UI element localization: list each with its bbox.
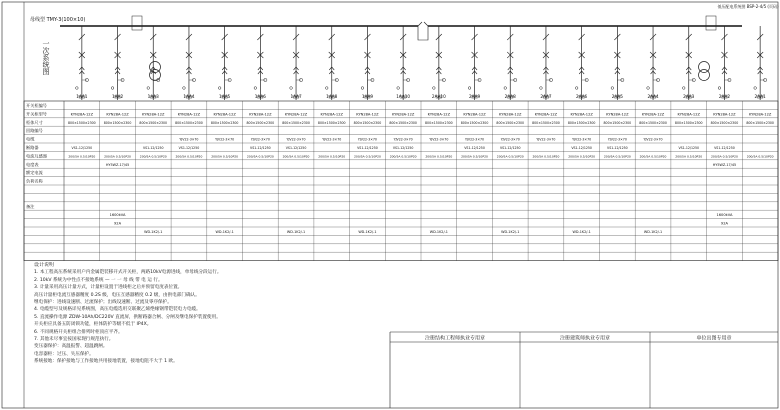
ct-spec: 200/5A 0.5/10P20 bbox=[711, 154, 738, 159]
cabinet-id-label: 2AA6 bbox=[576, 94, 588, 99]
cabinet-id-label: 1AA2 bbox=[111, 94, 124, 99]
note-line: 高压计量柜电流互感器精度 0.2S 级，电压互感器精度 0.2 级，由供电部门确认。 bbox=[34, 292, 200, 298]
cabinet-id-label: 1AA6 bbox=[254, 94, 266, 99]
cable-spec: YJV22-3×70 bbox=[429, 137, 449, 142]
cable-spec: YJV22-3×70 bbox=[643, 137, 663, 142]
ct-spec: 200/5A 0.5/10P20 bbox=[675, 154, 703, 159]
cabinet-id-label: 1AA10 bbox=[396, 94, 411, 99]
ct-spec: 200/5A 0.5/10P20 bbox=[496, 154, 524, 159]
cabinet-size: 800×1500×2300 bbox=[710, 120, 739, 125]
cable-spec: YJV22-3×70 bbox=[500, 137, 520, 142]
ct-spec: 200/5A 0.5/10P20 bbox=[425, 154, 453, 159]
breaker-spec: VS1-12/1250 bbox=[714, 146, 735, 150]
cabinet-model: KYN28A-12Z bbox=[606, 112, 629, 117]
stamp-cell-unit: 单位出图专用章 bbox=[696, 335, 732, 342]
row-header: 电度表 bbox=[26, 161, 39, 167]
cabinet-model: KYN28A-12Z bbox=[677, 112, 700, 117]
cabinet-model: KYN28A-12Z bbox=[499, 112, 522, 117]
notes-heading: 设计说明 bbox=[34, 262, 55, 268]
feeder-1AA4 bbox=[183, 26, 196, 100]
cabinet-model: KYN28A-12Z bbox=[391, 112, 415, 117]
note-line: 变压器保护：高温报警、超温跳闸。 bbox=[34, 344, 108, 350]
note-line: 5. 直流操作电源 ZDW-10Ah/DC220V 直流屏，供断路器合闸、分闸及继电保护装置使用。 bbox=[34, 314, 221, 320]
cabinet-id-label: 1AA8 bbox=[326, 94, 338, 99]
load-label: WD-1K2/-1 bbox=[144, 230, 163, 234]
cabinet-size: 800×1500×2300 bbox=[175, 120, 203, 125]
cabinet-id-label: 1AA1 bbox=[76, 94, 88, 99]
stamp-cell-architect: 注册建筑师执业专用章 bbox=[559, 335, 611, 342]
breaker-spec: VS1-12/1250 bbox=[392, 146, 414, 150]
load-label: WD-1K2/-1 bbox=[501, 230, 520, 234]
breaker-spec: VS1-12/1250 bbox=[71, 146, 93, 150]
transformer-symbol-right bbox=[699, 62, 710, 81]
row-header: 电流互感器 bbox=[26, 153, 47, 159]
cable-spec: YJV22-3×70 bbox=[572, 137, 592, 142]
feeder-1AA2 bbox=[111, 26, 124, 100]
load-label: WD-1K2/-1 bbox=[358, 230, 377, 234]
transformer-symbol-left bbox=[150, 62, 161, 81]
ct-spec: 200/5A 0.5/10P20 bbox=[211, 154, 239, 159]
breaker-spec: VS1-12/1250 bbox=[464, 146, 485, 150]
cabinet-id-label: 2AA9 bbox=[468, 94, 481, 99]
feeder-1AA1 bbox=[76, 26, 89, 100]
row-header: 开关柜型号 bbox=[26, 111, 47, 117]
cabinet-size: 800×1500×2300 bbox=[210, 120, 239, 125]
cabinet-model: KYN28A-12Z bbox=[106, 112, 129, 117]
breaker-spec: VS1-12/1250 bbox=[607, 146, 628, 150]
feeder-2AA1 bbox=[754, 26, 767, 100]
ct-spec: 200/5A 0.5/10P20 bbox=[746, 154, 774, 159]
feeder-2AA7 bbox=[540, 26, 553, 100]
cabinet-id-label: 2AA4 bbox=[647, 94, 659, 99]
load-label: WD-1K2/-1 bbox=[286, 230, 306, 234]
note-line: 3. 计量采用高压计量方式，计量柜设置于进线柜之后并预留电度表位置。 bbox=[34, 285, 183, 291]
cabinet-model: KYN28A-12Z bbox=[177, 112, 201, 117]
cabinet-model: KYN28A-12Z bbox=[213, 112, 236, 117]
cabinet-size: 800×1500×2300 bbox=[639, 120, 667, 125]
cabinet-model: KYN28A-12Z bbox=[356, 112, 379, 117]
breaker-spec: VS1-12/1250 bbox=[499, 146, 521, 150]
vt-spec: HY5WZ-17/45 bbox=[105, 162, 130, 167]
transformer-capacity: 1600kVA bbox=[716, 213, 733, 218]
row-header: 负荷名称 bbox=[26, 178, 43, 184]
ct-spec: 200/5A 0.5/10P20 bbox=[603, 154, 631, 159]
transformer-current: 92A bbox=[720, 221, 728, 226]
cabinet-model: KYN28A-12Z bbox=[713, 112, 736, 117]
bus-tie-switch bbox=[418, 22, 428, 26]
cabinet-size: 800×1500×2300 bbox=[460, 120, 489, 125]
cabinet-model: KYN28A-12Z bbox=[748, 112, 772, 117]
cabinet-size: 800×1500×2300 bbox=[68, 120, 96, 125]
cable-spec: YJV22-3×70 bbox=[286, 137, 306, 142]
feeder-1AA5 bbox=[218, 26, 231, 100]
title-block: 低压配电系统图 BSP-2-4/5 (页码) bbox=[717, 4, 779, 9]
cabinet-model: KYN28A-12Z bbox=[463, 112, 486, 117]
cabinet-size: 800×1500×2300 bbox=[603, 120, 632, 125]
ct-spec: 200/5A 0.5/10P20 bbox=[568, 154, 596, 159]
parameter-table bbox=[24, 101, 778, 261]
cable-spec: YJV22-3×70 bbox=[250, 137, 270, 142]
feeder-1AA6 bbox=[254, 26, 267, 100]
cabinet-id-label: 1AA9 bbox=[361, 94, 374, 99]
ct-spec: 200/5A 0.5/10P20 bbox=[282, 154, 310, 159]
row-header: 电缆 bbox=[26, 136, 35, 142]
feeder-1AA3 bbox=[147, 26, 160, 100]
cabinet-id-label: 1AA7 bbox=[290, 94, 302, 99]
feeder-2AA9 bbox=[468, 26, 481, 100]
ct-spec: 200/5A 0.5/10P20 bbox=[175, 154, 203, 159]
cabinet-model: KYN28A-12Z bbox=[641, 112, 665, 117]
note-line: 继电保护：进线设速断、过流保护；出线设速断、过流及零序保护。 bbox=[34, 299, 172, 305]
ct-spec: 200/5A 0.5/10P20 bbox=[139, 154, 167, 159]
row-header: 开关柜编号 bbox=[26, 103, 47, 108]
ct-spec: 200/5A 0.5/10P20 bbox=[461, 154, 488, 159]
cabinet-model: KYN28A-12Z bbox=[142, 112, 165, 117]
cabinet-size: 800×1500×2300 bbox=[532, 120, 560, 125]
note-line: 系统接地：保护接地与工作接地共用接地装置，接地电阻不大于 1 欧。 bbox=[34, 359, 178, 365]
cabinet-id-label: 2AA3 bbox=[683, 94, 695, 99]
feeder-1AA9 bbox=[361, 26, 374, 100]
cable-spec: YJV22-3×70 bbox=[607, 137, 627, 142]
cabinet-size: 800×1500×2300 bbox=[139, 120, 168, 125]
stamp-cell-structural: 注册结构工程师执业专用章 bbox=[424, 335, 486, 342]
cabinet-model: KYN28A-12Z bbox=[570, 112, 593, 117]
cabinet-size: 800×1500×2300 bbox=[425, 120, 453, 125]
cabinet-size: 800×1500×2300 bbox=[317, 120, 346, 125]
cabinet-id-label: 2AA10 bbox=[431, 94, 446, 99]
load-label: WD-1K2/-1 bbox=[572, 230, 591, 234]
cabinet-id-label: 1AA3 bbox=[147, 94, 159, 99]
feeder-2AA3 bbox=[682, 26, 695, 100]
breaker-spec: VS1-12/1250 bbox=[285, 146, 307, 150]
ct-spec: 200/5A 0.5/10P20 bbox=[639, 154, 667, 159]
breaker-spec: VS1-12/1250 bbox=[357, 146, 378, 150]
cabinet-size: 800×1500×2300 bbox=[567, 120, 596, 125]
note-line: 6. 不同规格开关柜组合排列时柜顶应平齐。 bbox=[34, 329, 123, 335]
cabinet-model: KYN28A-12Z bbox=[249, 112, 272, 117]
row-header: 备注 bbox=[26, 203, 35, 209]
row-header: 柜体尺寸 bbox=[26, 119, 43, 125]
cabinet-model: KYN28A-12Z bbox=[427, 112, 451, 117]
note-line: 电容器柜：过压、失压保护。 bbox=[34, 351, 94, 357]
cabinet-size: 800×1500×2300 bbox=[389, 120, 417, 125]
note-line: 2. 10kV 系统为中性点不接地系统 — 一 一 母 线 带 电 运 行。 bbox=[34, 277, 163, 283]
cabinet-id-label: 2AA8 bbox=[504, 94, 516, 99]
ct-spec: 200/5A 0.5/10P20 bbox=[532, 154, 560, 159]
busbar-label: 母线型 TMY-3(100×10) bbox=[30, 17, 86, 23]
cabinet-size: 800×1500×2300 bbox=[674, 120, 703, 125]
cabinet-size: 800×1500×2300 bbox=[246, 120, 275, 125]
breaker-spec: VS1-12/1250 bbox=[250, 146, 271, 150]
transformer-current: 92A bbox=[114, 221, 122, 226]
ct-spec: 200/5A 0.5/10P20 bbox=[354, 154, 381, 159]
cable-spec: YJV22-3×70 bbox=[357, 137, 377, 142]
ct-spec: 200/5A 0.5/10P20 bbox=[104, 154, 131, 159]
cable-spec: YJV22-3×70 bbox=[215, 137, 235, 142]
cabinet-model: KYN28A-12Z bbox=[534, 112, 558, 117]
row-header: 回路编号 bbox=[26, 128, 43, 134]
breaker-spec: VS1-12/1250 bbox=[571, 146, 592, 150]
feeder-2AA4 bbox=[647, 26, 660, 100]
load-label: WD-1K2/-1 bbox=[215, 230, 234, 234]
cabinet-size: 800×1500×2300 bbox=[746, 120, 774, 125]
feeder-2AA2 bbox=[718, 26, 731, 100]
note-line: 7. 其他未尽事宜按国家现行规范执行。 bbox=[34, 336, 114, 342]
load-label: WD-1K2/-1 bbox=[643, 230, 663, 234]
row-header: 额定电流 bbox=[26, 170, 43, 176]
feeder-2AA8 bbox=[504, 26, 517, 100]
cabinet-model: KYN28A-12Z bbox=[284, 112, 308, 117]
cabinet-size: 800×1500×2300 bbox=[496, 120, 525, 125]
cabinet-id-label: 1AA5 bbox=[219, 94, 231, 99]
cable-spec: YJV22-3×70 bbox=[393, 137, 413, 142]
note-line: 1. 本工程高压系统采用户内金属铠装移开式开关柜，两路10kV电源进线，单母线分段运行。 bbox=[34, 270, 222, 276]
ct-spec: 200/5A 0.5/10P20 bbox=[389, 154, 417, 159]
design-notes bbox=[34, 262, 384, 365]
cabinet-id-label: 2AA1 bbox=[754, 94, 766, 99]
ct-spec: 200/5A 0.5/10P20 bbox=[68, 154, 96, 159]
cabinet-size: 800×1500×2300 bbox=[353, 120, 382, 125]
feeder-1AA7 bbox=[290, 26, 303, 100]
note-line: 开关柜应具备五防闭锁功能，柜体防护等级不低于 IP4X。 bbox=[34, 322, 152, 328]
vt-spec: HY5WZ-17/45 bbox=[712, 162, 737, 167]
cabinet-size: 800×1500×2300 bbox=[282, 120, 310, 125]
load-label: WD-1K2/-1 bbox=[429, 230, 448, 234]
cabinet-id-label: 2AA2 bbox=[718, 94, 731, 99]
feeder-columns bbox=[76, 26, 767, 100]
cabinet-id-label: 2AA5 bbox=[611, 94, 623, 99]
cable-spec: YJV22-3×70 bbox=[465, 137, 485, 142]
note-line: 4. 电缆型号及规格详见系统图，高压电缆选用交联聚乙烯绝缘钢带铠装电力电缆。 bbox=[34, 307, 201, 313]
cabinet-model: KYN28A-12Z bbox=[70, 112, 94, 117]
ct-spec: 200/5A 0.5/10P20 bbox=[246, 154, 274, 159]
breaker-spec: VS1-12/1250 bbox=[142, 146, 164, 150]
feeder-2AA6 bbox=[575, 26, 588, 100]
row-header: 断路器 bbox=[26, 145, 39, 150]
bus-tie-link bbox=[418, 26, 428, 40]
feeder-1AA8 bbox=[325, 26, 338, 100]
breaker-spec: VS1-12/1250 bbox=[678, 146, 700, 150]
ct-spec: 200/5A 0.5/10P20 bbox=[318, 154, 346, 159]
cable-spec: YJV22-3×70 bbox=[179, 137, 199, 142]
cabinet-size: 800×1500×2300 bbox=[103, 120, 132, 125]
cable-spec: YJV22-3×70 bbox=[536, 137, 556, 142]
breaker-spec: VS1-12/1250 bbox=[178, 146, 200, 150]
left-header: 一次系统图 bbox=[42, 40, 50, 75]
feeder-1AA10 bbox=[397, 26, 410, 100]
feeder-2AA10 bbox=[433, 26, 446, 100]
transformer-capacity: 1600kVA bbox=[109, 213, 126, 218]
feeder-2AA5 bbox=[611, 26, 624, 100]
cabinet-model: KYN28A-12Z bbox=[320, 112, 343, 117]
cabinet-id-label: 1AA4 bbox=[183, 94, 195, 99]
cabinet-id-label: 2AA7 bbox=[540, 94, 552, 99]
cable-spec: YJV22-3×70 bbox=[322, 137, 342, 142]
